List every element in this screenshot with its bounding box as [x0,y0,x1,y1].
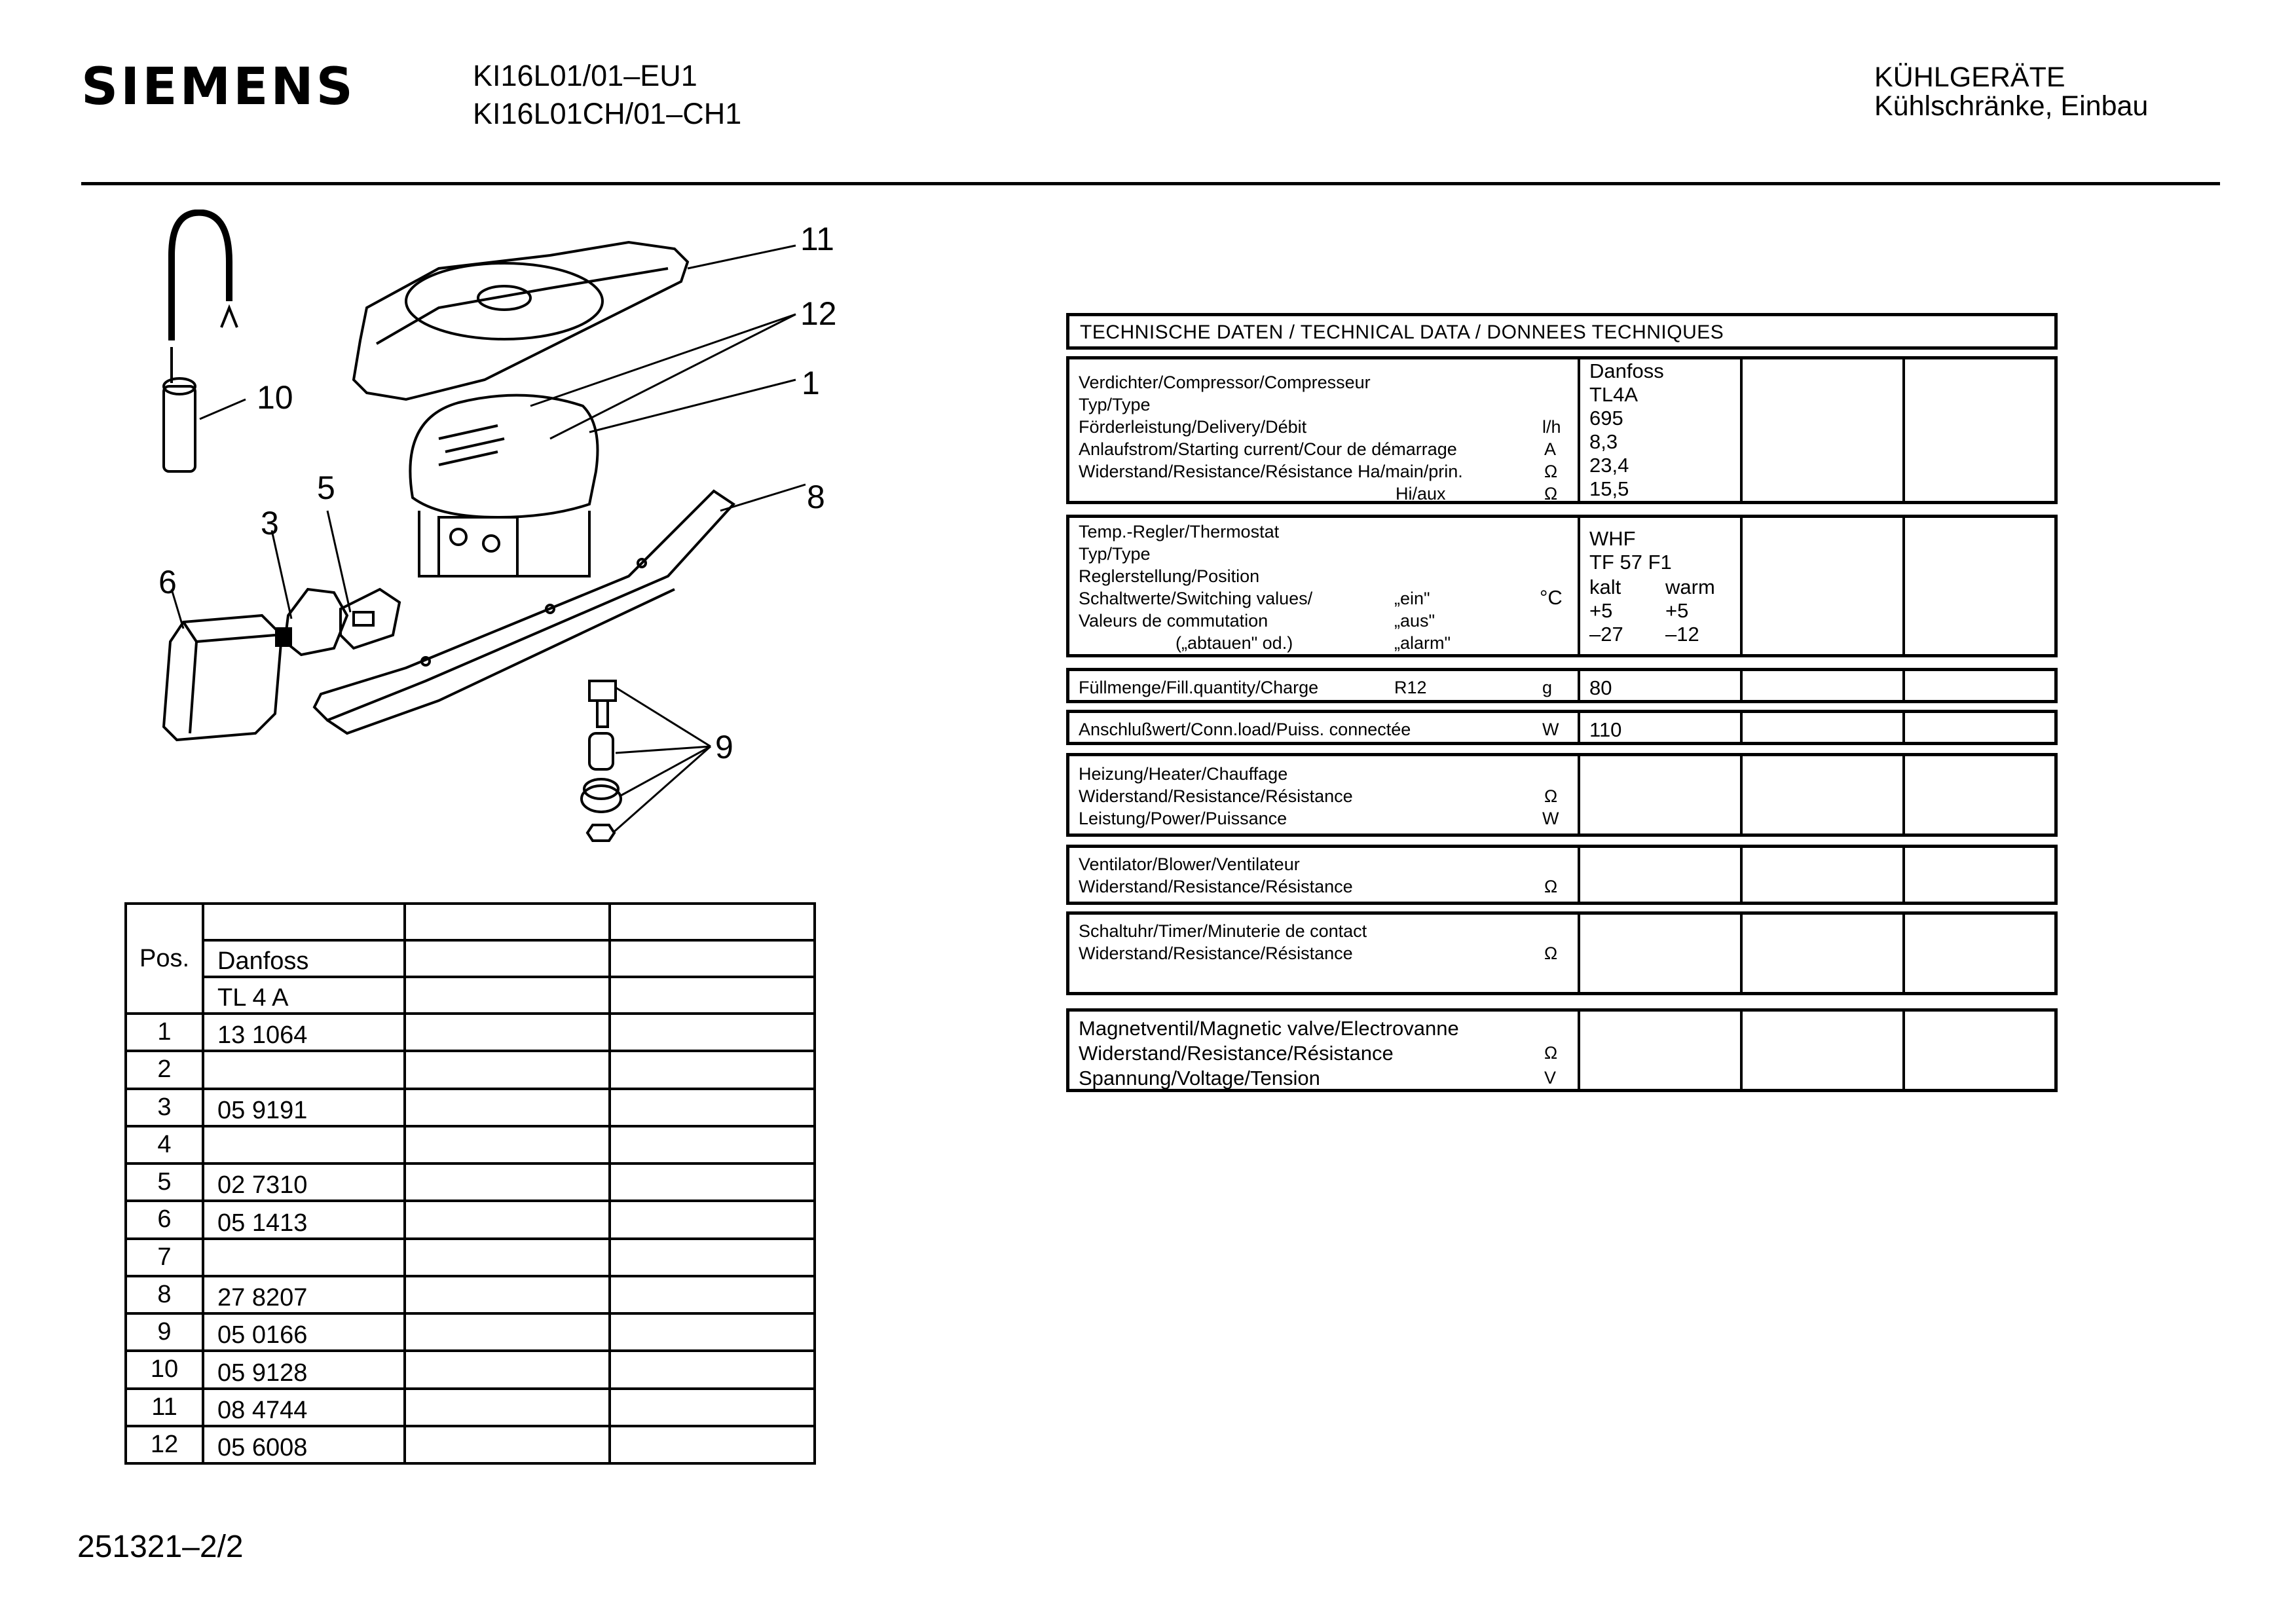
blower-line: Ventilator/Blower/Ventilateur [1079,854,1300,874]
value-cell: 15,5 [1589,477,1629,500]
table-row [126,1201,815,1238]
part-number-cell: 02 7310 [203,1163,405,1201]
magnetic-valve-section [1066,1008,2058,1092]
table-row [126,1313,815,1351]
unit-label: °C [1540,586,1563,609]
category-subtitle: Kühlschränke, Einbau [1874,90,2149,122]
value-cell: 110 [1589,718,1622,741]
value-cell: Danfoss [1589,359,1664,382]
table-row [126,1051,815,1088]
blower-section [1066,845,2058,905]
document-number: 251321–2/2 [77,1530,244,1564]
table-row [126,1014,815,1051]
value-cell: 23,4 [1589,454,1629,477]
thermostat-section [1066,515,2058,657]
value-cell: WHF [1589,527,1636,550]
pos-cell: 9 [126,1313,203,1351]
table-row [126,1126,815,1163]
unit-label: Ω [1544,877,1558,896]
callout-1: 1 [802,365,820,401]
unit-label: A [1544,439,1557,459]
pos-cell: 10 [126,1351,203,1388]
compressor-line: Anlaufstrom/Starting current/Cour de démarrage [1079,439,1457,459]
exploded-parts-diagram [131,210,884,851]
callout-11: 11 [800,221,834,257]
valve-line: Spannung/Voltage/Tension [1079,1067,1320,1090]
part-number-cell [203,1126,405,1163]
pos-cell: 6 [126,1201,203,1238]
table-row [126,1163,815,1201]
heater-line: Widerstand/Resistance/Résistance [1079,786,1353,806]
table-row [126,1426,815,1463]
pos-cell: 11 [126,1389,203,1426]
callout-3: 3 [261,505,279,541]
unit-label: Ω [1544,462,1558,481]
base-rail-part [314,491,733,733]
valve-line: Magnetventil/Magnetic valve/Electrovanne [1079,1017,1459,1040]
fill-quantity-section [1066,668,2058,703]
heater-section [1066,753,2058,837]
compressor-line: Hi/aux [1396,484,1446,504]
thermostat-line: Schaltwerte/Switching values/ [1079,589,1313,608]
refrigerant-label: R12 [1394,678,1427,697]
timer-line: Schaltuhr/Timer/Minuterie de contact [1079,921,1367,941]
pos-cell: 8 [126,1276,203,1313]
pos-header: Pos. [126,904,203,1014]
pos-cell: 3 [126,1089,203,1126]
part-number-cell: 13 1064 [203,1014,405,1051]
thermostat-line: Valeurs de commutation [1079,611,1268,631]
pos-cell: 5 [126,1163,203,1201]
unit-label: g [1542,678,1553,697]
value-cell: warm [1665,576,1715,598]
switch-state-label: „ein" [1394,589,1430,608]
table-row [126,1276,815,1313]
connected-load-section [1066,710,2058,745]
callout-8: 8 [807,479,825,515]
part-number-cell [203,1051,405,1088]
unit-label: Ω [1544,786,1558,806]
fill-quantity-label: Füllmenge/Fill.quantity/Charge [1079,678,1319,697]
parts-table [124,902,816,1465]
part-number-cell: 05 9191 [203,1089,405,1126]
part-number-cell: 05 0166 [203,1313,405,1351]
callout-5: 5 [317,469,335,506]
unit-label: l/h [1542,417,1561,437]
pos-cell: 2 [126,1051,203,1088]
pos-cell: 1 [126,1014,203,1051]
unit-label: W [1542,720,1559,739]
connected-load-label: Anschlußwert/Conn.load/Puiss. connectée [1079,720,1411,739]
value-cell: +5 [1589,599,1613,622]
value-cell: 8,3 [1589,430,1618,453]
blower-line: Widerstand/Resistance/Résistance [1079,877,1353,896]
thermostat-line: Temp.-Regler/Thermostat [1079,522,1280,541]
table-row [126,1239,815,1276]
switch-state-label: „alarm" [1394,633,1451,653]
technical-data-title: TECHNISCHE DATEN / TECHNICAL DATA / DONNEES TECHNIQUES [1066,313,2058,350]
table-row [126,1089,815,1126]
siemens-logo: SIEMENS [81,58,356,117]
callout-12: 12 [800,295,837,332]
part-number-cell: 05 6008 [203,1426,405,1463]
relay-part [341,589,399,648]
unit-label: Ω [1544,943,1558,963]
thermostat-line: („abtauen" od.) [1176,633,1293,653]
thermostat-line: Typ/Type [1079,544,1151,564]
callout-10: 10 [257,379,293,416]
part-number-cell [203,1239,405,1276]
table-row [126,1389,815,1426]
unit-label: W [1542,809,1559,828]
header-rule [81,182,2220,185]
compressor-line: Verdichter/Compressor/Compresseur [1079,373,1371,392]
unit-label: Ω [1544,1043,1558,1063]
pos-cell: 12 [126,1426,203,1463]
unit-label: Ω [1544,484,1558,504]
value-cell: TF 57 F1 [1589,551,1672,574]
timer-line: Widerstand/Resistance/Résistance [1079,943,1353,963]
model-number-1: KI16L01/01–EU1 [473,59,697,92]
compressor-line: Widerstand/Resistance/Résistance Ha/main/prin. [1079,462,1463,481]
callout-6: 6 [158,564,177,600]
value-cell: 695 [1589,407,1623,430]
part-number-cell: 05 1413 [203,1201,405,1238]
compressor-part [410,395,597,576]
unit-label: V [1544,1068,1557,1088]
part-number-cell: 27 8207 [203,1276,405,1313]
part-number-cell: 05 9128 [203,1351,405,1388]
category-title: KÜHLGERÄTE [1874,62,2065,93]
valve-line: Widerstand/Resistance/Résistance [1079,1042,1394,1065]
cover-tray-part [354,242,688,399]
heater-line: Heizung/Heater/Chauffage [1079,764,1288,784]
model-number-2: KI16L01CH/01–CH1 [473,97,742,130]
switch-state-label: „aus" [1394,611,1435,631]
part-number-cell: 08 4744 [203,1389,405,1426]
mounting-hardware-part [582,681,621,841]
value-cell: –27 [1589,623,1623,646]
compressor-line: Förderleistung/Delivery/Débit [1079,417,1307,437]
table-row [126,1351,815,1388]
value-cell: TL4A [1589,383,1639,406]
timer-section [1066,911,2058,995]
manufacturer-cell: Danfoss [203,940,405,977]
relay-cover-part [164,615,282,740]
capacitor-part [164,213,237,471]
pos-cell: 7 [126,1239,203,1276]
compressor-line: Typ/Type [1079,395,1151,414]
type-cell: TL 4 A [203,977,405,1014]
compressor-section [1066,356,2058,504]
value-cell: 80 [1589,676,1612,699]
value-cell: –12 [1665,623,1699,646]
callout-9: 9 [715,729,733,765]
value-cell: kalt [1589,576,1621,598]
pos-cell: 4 [126,1126,203,1163]
thermostat-line: Reglerstellung/Position [1079,566,1260,586]
value-cell: +5 [1665,599,1689,622]
heater-line: Leistung/Power/Puissance [1079,809,1287,828]
